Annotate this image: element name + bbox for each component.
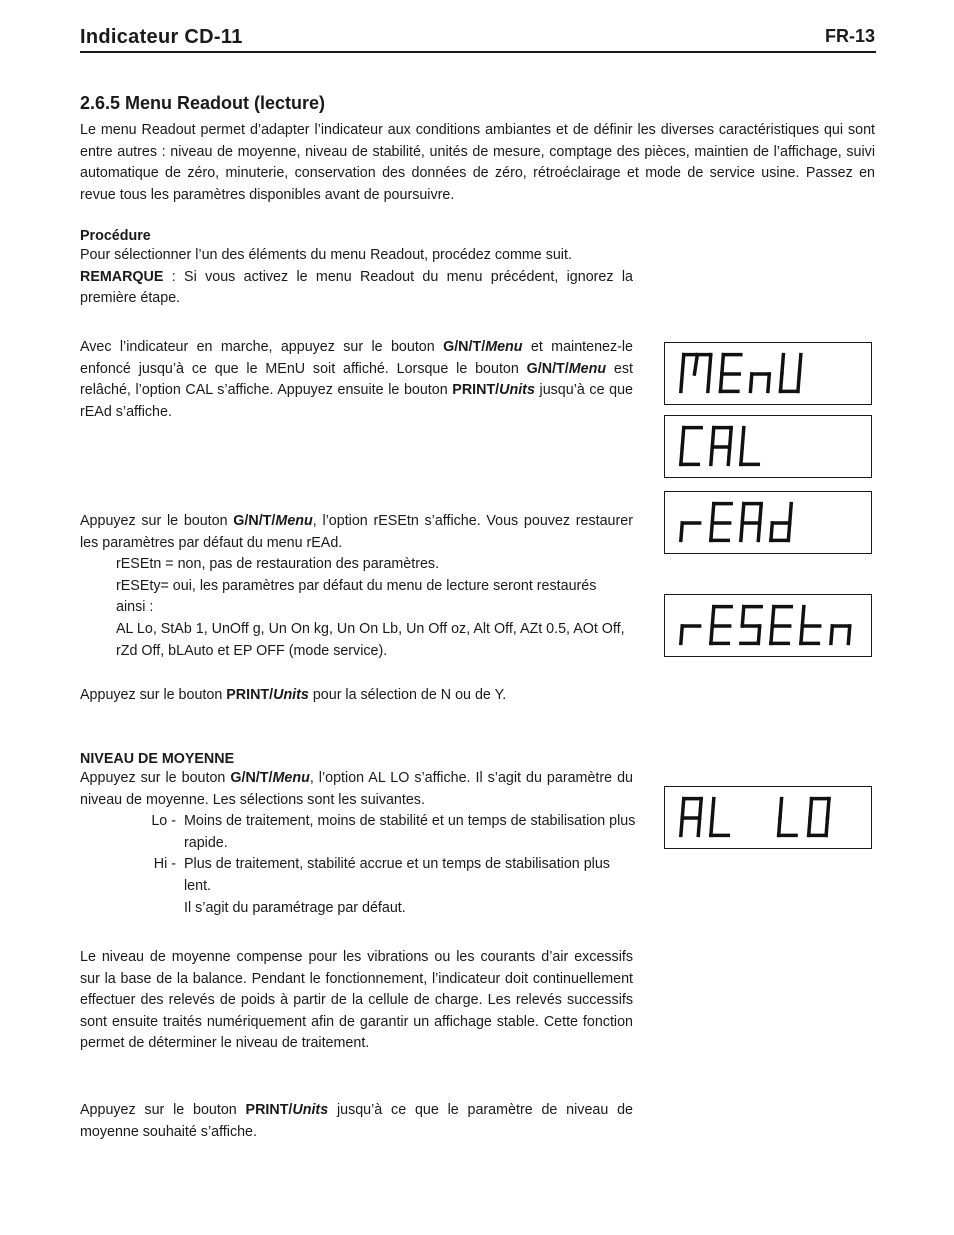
gnt-menu-key: G/N/T/Menu [526,360,607,377]
option-hi-label: Hi - [153,856,176,873]
option-lo-text: Moins de traitement, moins de stabilité et un temps de stabilisation plus rapide. [184,813,636,851]
lcd-reset-readout [665,595,871,656]
option-hi [80,854,638,919]
header-title: Indicateur CD-11 [80,26,243,48]
page-number: FR-13 [824,26,875,46]
option-hi-default: Il s’agit du paramétrage par défaut. [184,899,406,916]
step1-paragraph: Avec l’indicateur en marche, appuyez sur le bouton G/N/T/Menu et maintenez-le enfoncé jusqu’à ce que le MEnU soit affiché. Lorsque le bouton G/N/T/Menu est relâché, l’option CAL s’affiche. Appuyez ensuite le bouton PRINT/Units jusqu’à ce que rEAd s’affiche. [80,339,634,420]
option-lo-label: Lo - [151,813,176,830]
lcd-display-read [664,491,872,554]
averaging-paragraph: Le niveau de moyenne compense pour les vibrations ou les courants d’air excessifs sur la base de la balance. Pendant le fonctionnement, l’indicateur doit continuellement effectuer des relevés de poids à partir de la cellule de charge. Les relevés successifs sont ensuite traités numériquement afin de garantir un affichage stable. Cette fonction permet de déterminer le niveau de traitement. [80,949,633,1052]
gnt-menu-key: G/N/T/Menu [443,339,523,355]
lcd-read-readout [665,492,871,553]
option-lo [80,811,638,854]
gnt-menu-key: G/N/T/Menu [230,770,310,786]
lcd-display-cal [664,415,872,478]
procedure-title: Procédure [80,228,151,244]
lcd-menu-readout [665,343,871,404]
lcd-display-average [664,786,872,849]
lcd-display-menu [664,342,872,405]
averaging-block [80,751,638,919]
procedure-line: Pour sélectionner l’un des éléments du menu Readout, procédez comme suit. [80,247,572,263]
gnt-menu-key: G/N/T/Menu [233,513,313,529]
header-divider [80,51,876,53]
reset-defaults-line: AL Lo, StAb 1, UnOff g, Un On kg, Un On Lb, Un Off oz, Alt Off, AZt 0.5, AOt Off, rZd Off, bLAuto et EP OFF (mode service). [116,620,625,659]
averaging-final: Appuyez sur le bouton PRINT/Units jusqu’à ce que le paramètre de niveau de moyenne souhaité s’affiche. [80,1102,633,1140]
averaging-intro: Appuyez sur le bouton G/N/T/Menu, l’option AL LO s’affiche. Il s’agit du paramètre du niveau de moyenne. Les sélections sont les suivantes. [80,770,633,808]
section-title: 2.6.5 Menu Readout (lecture) [80,93,326,113]
lcd-cal-readout [665,416,871,477]
reset-yes-line: rESEty= oui, les paramètres par défaut du menu de lecture seront restaurés ainsi : [116,577,597,616]
step2-paragraph: Appuyez sur le bouton G/N/T/Menu, l’option rESEtn s’affiche. Vous pouvez restaurer les paramètres par défaut du menu rEAd. rESEtn = non, pas de restauration des paramètres. rESEty= oui, les paramètres par défaut du menu de lecture seront restaurés ainsi : AL Lo, StAb 1, UnOff g, Un On kg, Un On Lb, Un Off oz, Alt Off, AZt 0.5, AOt Off, rZd Off, bLAuto et EP OFF (mode service). [80,511,633,662]
print-units-key: PRINT/Units [226,687,309,703]
lcd-average-readout [665,787,871,848]
print-units-key: PRINT/Units [452,382,535,399]
averaging-title: NIVEAU DE MOYENNE [80,751,235,767]
procedure-block [80,228,633,310]
procedure-text [80,245,633,310]
reset-no-line: rESEtn = non, pas de restauration des paramètres. [116,556,440,573]
print-units-key: PRINT/Units [245,1102,329,1118]
option-hi-text: Plus de traitement, stabilité accrue et un temps de stabilisation plus lent. [184,856,610,894]
step3-paragraph: Appuyez sur le bouton PRINT/Units pour la sélection de N ou de Y. [80,687,507,703]
lcd-display-reset [664,594,872,657]
note-label: REMARQUE [80,268,164,285]
note-text: : Si vous activez le menu Readout du menu précédent, ignorez la première étape. [80,268,633,307]
intro-paragraph: Le menu Readout permet d’adapter l’indicateur aux conditions ambiantes et de définir les diverses caractéristiques qui sont entre autres : niveau de moyenne, niveau de stabilité, unités de mesure, comptage des pièces, maintien de l’affichage, suivi automatique de zéro, minuterie, conservation des données de zéro, rétroéclairage et mode de service usine. Passez en revue tous les paramètres disponibles avant de poursuivre. [80,122,875,203]
